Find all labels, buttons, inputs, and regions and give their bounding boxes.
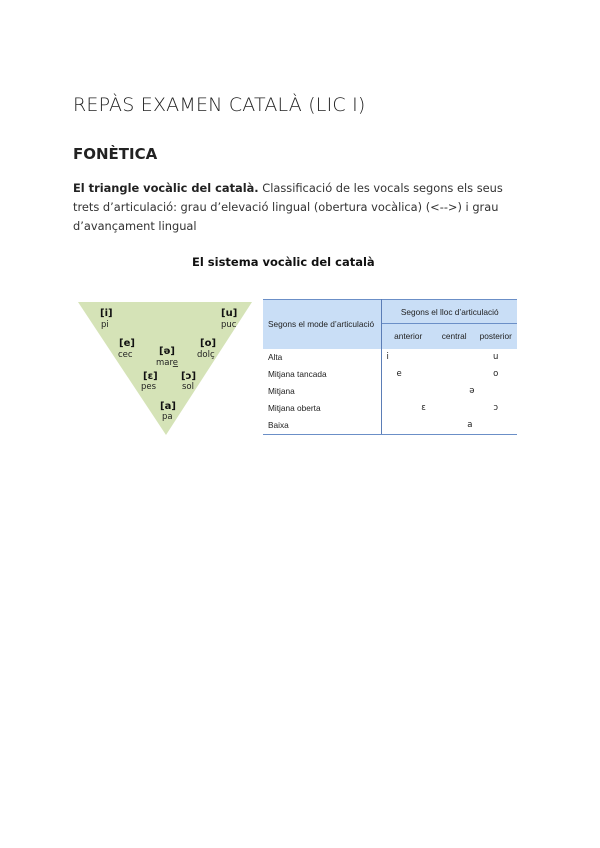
vowel-schwa-example-prefix: mar (156, 358, 173, 368)
cell-central: ə (469, 386, 475, 396)
vowel-open-e-example: pes (141, 382, 157, 392)
vowel-open-o-example: sol (182, 382, 194, 392)
cell-anterior: ɛ (421, 403, 426, 413)
cell-posterior: o (493, 369, 499, 379)
intro-text: Classificació de les vocals segons els seus trets d’articulació: grau d’elevació lingual (obertura vocàlica) (<-->) i grau d’avançament lingual (73, 181, 503, 233)
table-row (263, 349, 517, 366)
vowel-open-e-symbol: [ɛ] (143, 371, 158, 382)
cell-anterior (382, 417, 434, 435)
row-label: Mitjana (263, 383, 382, 400)
vowel-open-o-symbol: [ɔ] (181, 371, 197, 382)
cell-central (434, 349, 475, 366)
cell-posterior: ɔ (493, 403, 499, 413)
vowel-table (263, 299, 517, 435)
page-title: REPÀS EXAMEN CATALÀ (LIC I) (73, 94, 366, 116)
row-label: Mitjana tancada (263, 366, 382, 383)
vowel-schwa-example (156, 358, 178, 368)
vowel-schwa-example-underlined: e (172, 358, 179, 368)
vowel-i-symbol: [i] (100, 308, 113, 319)
cell-central (434, 366, 475, 383)
table-row (263, 400, 517, 417)
cell-anterior: i (386, 352, 389, 362)
row-label: Baixa (263, 417, 382, 435)
table-header-manner: Segons el mode d’articulació (263, 300, 382, 349)
vowel-e-symbol: [e] (119, 338, 135, 349)
cell-posterior: u (493, 352, 499, 362)
vowel-a-symbol: [a] (160, 401, 176, 412)
table-row (263, 417, 517, 435)
cell-central (434, 400, 475, 417)
vowel-triangle (78, 302, 254, 436)
section-heading: FONÈTICA (73, 145, 158, 163)
vowel-i-example: pi (101, 320, 109, 330)
vowel-schwa-symbol: [ə] (159, 346, 175, 357)
intro-paragraph (73, 179, 528, 236)
table-col-central: central (441, 331, 467, 342)
intro-bold: El triangle vocàlic del català. (73, 181, 259, 195)
vowel-o-example: dolç (197, 350, 215, 360)
table-col-posterior: posterior (479, 331, 512, 342)
cell-central: a (434, 417, 475, 435)
cell-posterior (475, 383, 518, 400)
cell-posterior (475, 417, 518, 435)
vowel-u-symbol: [u] (221, 308, 238, 319)
vowel-a-example: pa (162, 412, 173, 422)
vowel-e-example: cec (118, 350, 133, 360)
table-col-anterior: anterior (394, 331, 423, 342)
vowel-u-example: puc (221, 320, 237, 330)
table-row (263, 383, 517, 400)
cell-anterior: e (396, 369, 402, 379)
table-row (263, 366, 517, 383)
cell-anterior (382, 383, 434, 400)
table-header-place: Segons el lloc d’articulació (382, 300, 517, 324)
row-label: Mitjana oberta (263, 400, 382, 417)
row-label: Alta (263, 349, 382, 366)
figure-title: El sistema vocàlic del català (192, 255, 375, 269)
vowel-o-symbol: [o] (200, 338, 217, 349)
